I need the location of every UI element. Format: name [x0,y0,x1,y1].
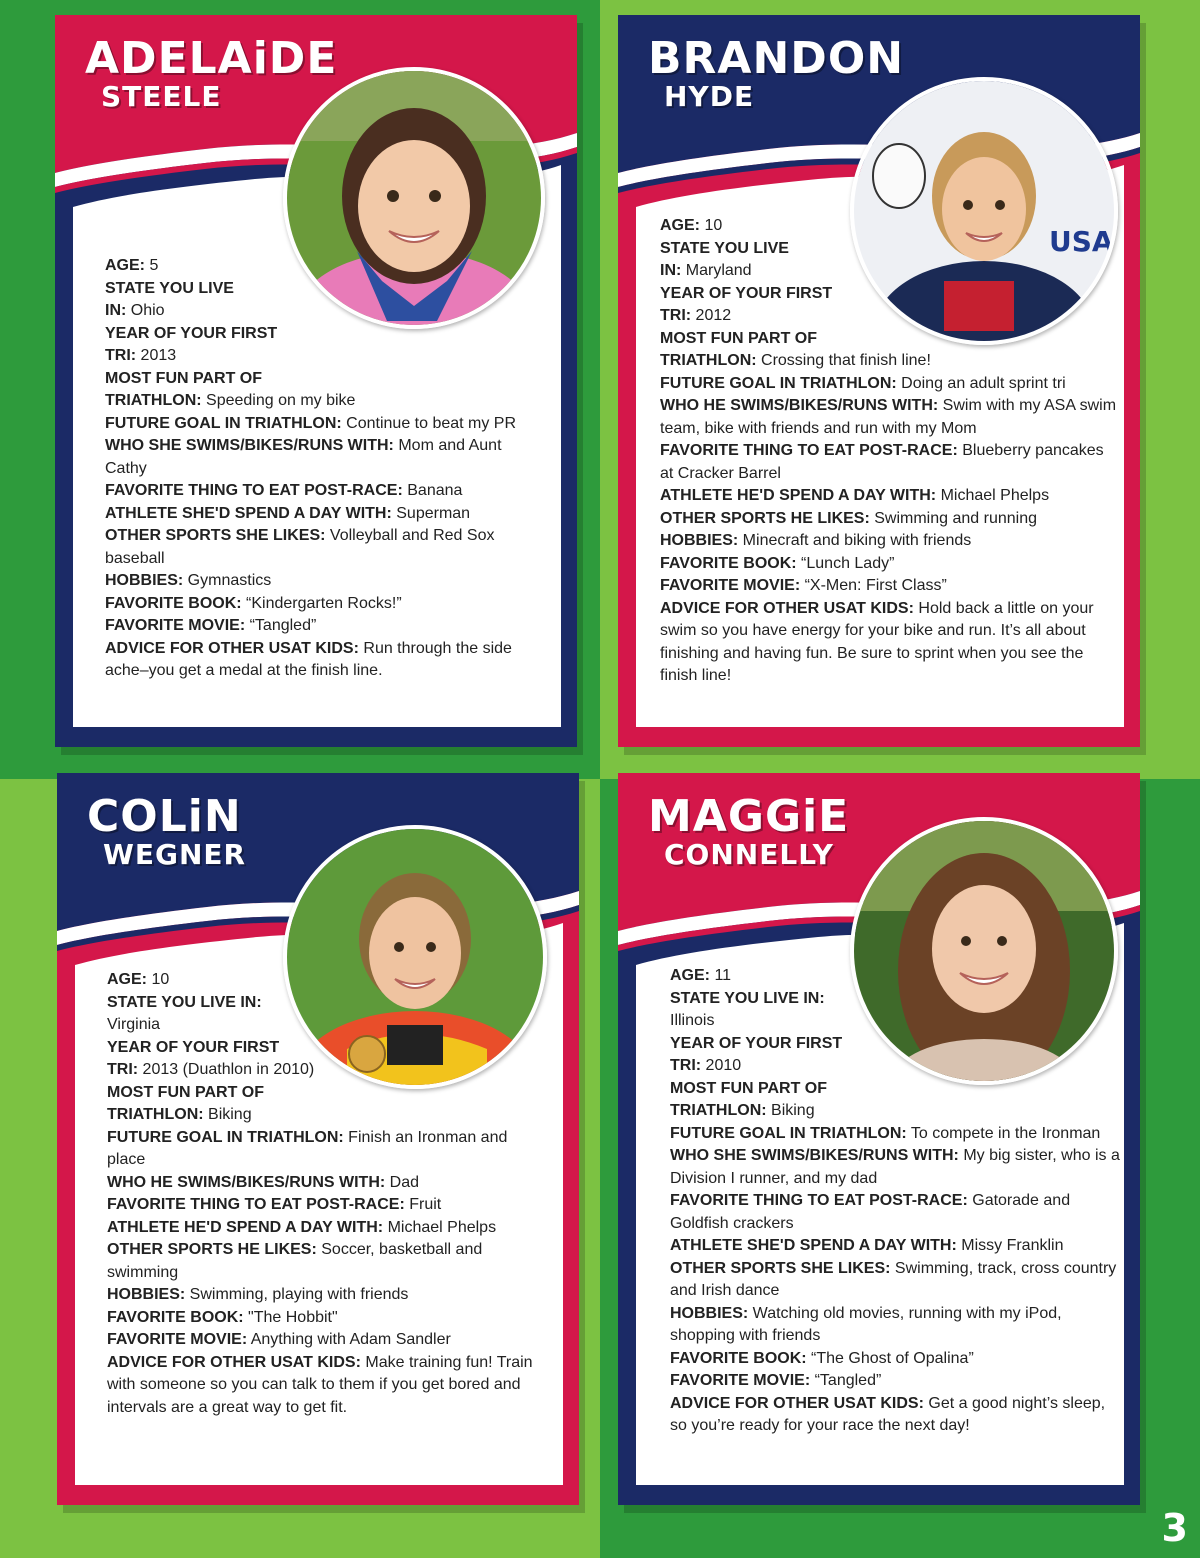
field-label: FUTURE GOAL IN TRIATHLON: [105,414,342,432]
last-name: HYDE [664,80,755,113]
field-value: Virginia [107,1016,161,1033]
field-value: Michael Phelps [936,487,1050,504]
profile-field [660,215,1120,238]
field-value: Crossing that finish line! [756,352,931,369]
field-value: Biking [766,1102,815,1119]
profile-field [105,525,545,570]
field-label: WHO HE SWIMS/BIKES/RUNS WITH: [107,1173,386,1191]
profile-field [660,395,1120,440]
field-label: MOST FUN PART OF [670,1079,828,1097]
field-label: AGE: [105,257,145,274]
field-value: "The Hobbit" [243,1308,338,1326]
field-label: FAVORITE THING TO EAT POST-RACE: [670,1192,968,1209]
field-value: Anything with Adam Sandler [247,1331,451,1348]
profile-field [660,598,1120,688]
field-label: ATHLETE HE'D SPEND A DAY WITH: [660,487,937,504]
profile-field [670,1258,1120,1303]
field-label: MOST FUN PART OF [660,329,818,347]
profile-field [105,255,545,278]
field-label: OTHER SPORTS SHE LIKES: [105,527,326,544]
athlete-name [87,791,247,871]
field-label: WHO HE SWIMS/BIKES/RUNS WITH: [660,397,939,414]
field-value: Superman [391,504,471,522]
field-label: STATE YOU LIVE IN: [670,989,825,1007]
field-value: Illinois [670,1012,715,1029]
field-value: Swimming, track, cross country and Irish dance [670,1259,1117,1299]
field-value: Doing an adult sprint tri [896,374,1066,392]
field-value: Ohio [126,302,165,319]
profile-field [660,260,1120,283]
field-label: FAVORITE THING TO EAT POST-RACE: [660,442,958,459]
field-label: IN: [660,262,682,279]
profile-field [660,530,1120,553]
field-value: 10 [700,217,723,234]
profile-field [107,1104,547,1127]
field-value: Michael Phelps [383,1218,497,1236]
athlete-name [648,791,850,871]
field-value: Soccer, basketball and swimming [107,1241,483,1281]
profile-field [107,1059,547,1082]
field-label: STATE YOU LIVE [105,279,234,297]
page-number: 3 [1161,1506,1188,1550]
last-name: CONNELLY [664,838,834,871]
profile-field [107,1284,547,1307]
field-label: YEAR OF YOUR FIRST [670,1034,843,1052]
field-value: Biking [203,1106,252,1123]
field-value: Speeding on my bike [201,392,356,409]
profile-field [670,1100,1120,1123]
field-label: ATHLETE SHE'D SPEND A DAY WITH: [670,1237,957,1254]
field-value: Get a good night’s sleep, so you’re ready for your race the next day! [670,1394,1106,1434]
profile-field [670,1370,1120,1393]
field-label: WHO SHE SWIMS/BIKES/RUNS WITH: [105,437,394,454]
last-name: WEGNER [103,838,247,871]
field-label: TRI: [105,347,137,364]
profile-field [107,1239,547,1284]
field-label: HOBBIES: [660,532,739,549]
field-label: FAVORITE MOVIE: [107,1331,248,1348]
field-label: TRI: [670,1057,702,1074]
field-label: HOBBIES: [670,1304,749,1322]
field-label: HOBBIES: [105,572,184,589]
profile-field [670,988,1120,1011]
field-label: ADVICE FOR OTHER USAT KIDS: [660,599,914,617]
field-label: FAVORITE BOOK: [660,554,797,572]
field-label: FUTURE GOAL IN TRIATHLON: [670,1124,907,1142]
profile-field [660,350,1120,373]
field-value: “Tangled” [810,1372,882,1389]
field-value: 5 [145,257,159,274]
field-label: TRIATHLON: [670,1102,767,1119]
field-value: Fruit [404,1196,442,1213]
profile-field [107,1217,547,1240]
field-label: STATE YOU LIVE IN: [107,993,262,1011]
profile-field [107,1172,547,1195]
profile-field [105,435,545,480]
field-value: Gymnastics [183,572,272,589]
field-value: Gatorade and Goldfish crackers [670,1192,1071,1232]
profile-field [660,485,1120,508]
field-label: FAVORITE BOOK: [105,594,242,612]
profile-field [107,1014,547,1037]
field-value: Minecraft and biking with friends [738,532,972,549]
field-label: YEAR OF YOUR FIRST [105,324,278,342]
profile-field [660,328,1120,351]
field-label: OTHER SPORTS HE LIKES: [660,509,870,527]
profile-field [670,1190,1120,1235]
field-value: To compete in the Ironman [906,1124,1101,1142]
field-label: ATHLETE HE'D SPEND A DAY WITH: [107,1218,384,1236]
profile-field [670,1145,1120,1190]
field-value: Hold back a little on your swim so you have energy for your bike and run. It’s all about finishing and having fun. Be sure to sprint when you see the finish line! [660,599,1094,684]
profile-field [105,503,545,526]
field-label: OTHER SPORTS HE LIKES: [107,1241,317,1258]
field-label: YEAR OF YOUR FIRST [107,1038,280,1056]
field-label: ADVICE FOR OTHER USAT KIDS: [107,1353,361,1371]
last-name: STEELE [101,80,222,113]
profile-field [670,1010,1120,1033]
profile-field [107,1194,547,1217]
field-value: Continue to beat my PR [341,414,517,432]
athlete-card-colin [57,773,579,1505]
profile-field [670,1055,1120,1078]
field-value: Banana [402,482,463,499]
profile-field [670,1303,1120,1348]
field-label: ATHLETE SHE'D SPEND A DAY WITH: [105,504,392,522]
field-label: TRI: [107,1061,139,1078]
field-label: STATE YOU LIVE [660,239,789,257]
field-label: OTHER SPORTS SHE LIKES: [670,1259,891,1277]
athlete-profile [670,965,1120,1438]
first-name: ADELAiDE [85,33,338,84]
profile-field [107,1127,547,1172]
profile-field [660,283,1120,306]
profile-field [670,1033,1120,1056]
athlete-profile [105,255,545,683]
field-label: FAVORITE MOVIE: [660,577,801,594]
field-value: 2013 [136,347,177,364]
field-label: FAVORITE BOOK: [670,1349,807,1367]
field-label: WHO SHE SWIMS/BIKES/RUNS WITH: [670,1147,959,1164]
profile-field [107,992,547,1015]
field-value: Finish an Ironman and place [107,1128,508,1168]
field-value: 2013 (Duathlon in 2010) [138,1061,315,1078]
field-value: Blueberry pancakes at Cracker Barrel [660,442,1104,482]
profile-field [107,1307,547,1330]
field-value: “X-Men: First Class” [800,577,947,594]
profile-field [660,575,1120,598]
profile-field [670,1078,1120,1101]
field-label: MOST FUN PART OF [107,1083,265,1101]
profile-field [670,1393,1120,1438]
field-value: 2012 [691,307,732,324]
field-label: AGE: [670,967,710,984]
field-value: Swimming, playing with friends [185,1286,409,1303]
field-value: Dad [385,1173,420,1191]
field-label: TRIATHLON: [107,1106,204,1123]
field-value: Make training fun! Train with someone so you can talk to them if you get bored and intervals are a great way to get fit. [107,1353,533,1416]
profile-field [660,553,1120,576]
field-label: IN: [105,302,127,319]
profile-field [107,1037,547,1060]
field-value: “Tangled” [245,617,317,634]
field-label: FAVORITE THING TO EAT POST-RACE: [107,1196,405,1213]
field-label: AGE: [107,971,147,988]
profile-field [105,413,545,436]
field-label: FUTURE GOAL IN TRIATHLON: [660,374,897,392]
profile-field [660,508,1120,531]
field-value: Watching old movies, running with my iPod, shopping with friends [670,1304,1062,1344]
profile-field [107,969,547,992]
field-value: “Kindergarten Rocks!” [241,594,402,612]
athlete-card-brandon [618,15,1140,747]
profile-field [105,615,545,638]
athlete-card-adelaide [55,15,577,747]
athlete-name [85,33,338,113]
profile-field [105,300,545,323]
field-value: 11 [710,967,732,984]
profile-field [670,1235,1120,1258]
field-value: Volleyball and Red Sox baseball [105,527,495,567]
first-name: BRANDON [648,33,905,84]
field-value: Maryland [681,262,752,279]
profile-field [660,373,1120,396]
first-name: MAGGiE [648,791,850,842]
profile-field [107,1082,547,1105]
field-value: My big sister, who is a Division I runner, and my dad [670,1147,1120,1187]
athlete-card-maggie [618,773,1140,1505]
profile-field [105,368,545,391]
profile-field [105,278,545,301]
svg-text:USA: USA [1049,225,1114,258]
field-label: HOBBIES: [107,1286,186,1303]
field-label: YEAR OF YOUR FIRST [660,284,833,302]
field-label: FAVORITE MOVIE: [105,617,246,634]
field-value: Swimming and running [869,509,1037,527]
field-value: Swim with my ASA swim team, bike with friends and run with my Mom [660,397,1117,437]
field-label: FAVORITE THING TO EAT POST-RACE: [105,482,403,499]
athlete-profile [660,215,1120,688]
field-value: 2010 [701,1057,742,1074]
profile-field [105,638,545,683]
profile-field [660,440,1120,485]
profile-field [660,238,1120,261]
profile-field [105,593,545,616]
field-label: TRIATHLON: [660,352,757,369]
field-value: Mom and Aunt Cathy [105,437,502,477]
athlete-name [648,33,905,113]
profile-field [670,1348,1120,1371]
profile-field [107,1329,547,1352]
field-value: Missy Franklin [956,1237,1064,1254]
profile-field [105,480,545,503]
profile-field [105,390,545,413]
profile-field [105,323,545,346]
field-label: FAVORITE BOOK: [107,1308,244,1326]
field-label: TRIATHLON: [105,392,202,409]
field-label: FAVORITE MOVIE: [670,1372,811,1389]
profile-field [105,345,545,368]
field-label: ADVICE FOR OTHER USAT KIDS: [105,639,359,657]
field-label: AGE: [660,217,700,234]
profile-field [670,965,1120,988]
field-value: 10 [147,971,170,988]
athlete-profile [107,969,547,1419]
profile-field [670,1123,1120,1146]
profile-field [660,305,1120,328]
field-label: TRI: [660,307,692,324]
field-value: Run through the side ache–you get a medal at the finish line. [105,639,512,679]
field-value: “Lunch Lady” [796,554,895,572]
profile-field [105,570,545,593]
field-label: FUTURE GOAL IN TRIATHLON: [107,1128,344,1146]
field-value: “The Ghost of Opalina” [806,1349,974,1367]
field-label: MOST FUN PART OF [105,369,263,387]
first-name: COLiN [87,791,242,842]
profile-field [107,1352,547,1420]
field-label: ADVICE FOR OTHER USAT KIDS: [670,1394,924,1412]
